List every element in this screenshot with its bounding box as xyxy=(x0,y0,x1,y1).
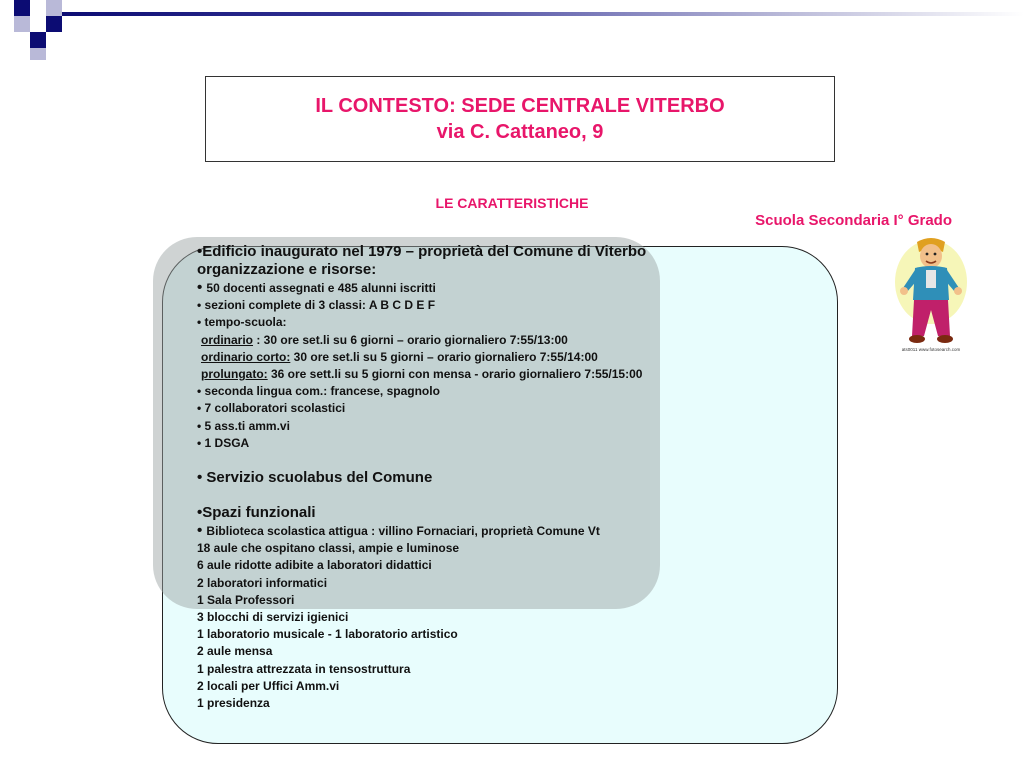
space-item: 2 locali per Uffici Amm.vi xyxy=(197,678,340,693)
slide-subtitle-address: via C. Cattaneo, 9 xyxy=(436,121,604,143)
space-item: 2 laboratori informatici xyxy=(197,575,328,590)
space-item: 1 Sala Professori xyxy=(197,592,295,607)
decorative-square xyxy=(14,16,30,32)
space-item: 2 aule mensa xyxy=(197,644,273,659)
list-item: • seconda lingua com.: francese, spagnolo xyxy=(197,384,440,399)
schedule-item: ordinario corto: 30 ore set.li su 5 giorni – orario giornaliero 7:55/14:00 xyxy=(201,349,598,364)
list-item: • 5 ass.ti amm.vi xyxy=(197,418,290,433)
space-item: 1 presidenza xyxy=(197,696,270,711)
intro-line: •Edificio inaugurato nel 1979 – proprietà del Comune di Viterbo xyxy=(197,243,647,260)
service-item: • Servizio scuolabus del Comune xyxy=(197,469,433,487)
list-item: • 7 collaboratori scolastici xyxy=(197,401,346,416)
space-item: 18 aule che ospitano classi, ampie e luminose xyxy=(197,541,460,556)
list-item: • 50 docenti assegnati e 485 alunni iscritti xyxy=(197,279,436,296)
schedule-item: prolungato: 36 ore sett.li su 5 giorni con mensa - orario giornaliero 7:55/15:00 xyxy=(201,367,643,382)
header-gradient-bar xyxy=(62,12,1024,16)
space-item: 6 aule ridotte adibite a laboratori didattici xyxy=(197,558,432,573)
list-item: • sezioni complete di 3 classi: A B C D E F xyxy=(197,298,436,313)
decorative-square xyxy=(30,16,46,32)
intro-line: organizzazione e risorse: xyxy=(197,261,377,278)
schedule-label: prolungato: xyxy=(201,367,268,382)
section-heading: LE CARATTERISTICHE xyxy=(435,195,589,211)
decorative-square xyxy=(46,0,62,16)
space-item: 1 laboratorio musicale - 1 laboratorio artistico xyxy=(197,627,458,642)
slide-title-box xyxy=(205,76,835,162)
space-item: 3 blocchi di servizi igienici xyxy=(197,610,349,625)
schedule-item: ordinario : 30 ore set.li su 6 giorni – orario giornaliero 7:55/13:00 xyxy=(201,332,568,347)
student-mascot-illustration xyxy=(893,236,969,354)
space-item: 1 palestra attrezzata in tensostruttura xyxy=(197,661,411,676)
decorative-square xyxy=(30,0,46,16)
list-item: • tempo-scuola: xyxy=(197,315,287,330)
schedule-label: ordinario corto: xyxy=(201,349,291,364)
school-type-label: Scuola Secondaria I° Grado xyxy=(755,212,952,229)
decorative-square xyxy=(30,32,46,48)
list-item: • 1 DSGA xyxy=(197,435,250,450)
decorative-square xyxy=(14,0,30,16)
mascot-caption: ats0011 www.fotosearch.com xyxy=(901,347,961,352)
characteristics-list xyxy=(197,243,817,712)
decorative-square xyxy=(46,16,62,32)
slide-title: IL CONTESTO: SEDE CENTRALE VITERBO xyxy=(315,95,725,117)
list-item: • Biblioteca scolastica attigua : villino Fornaciari, proprietà Comune Vt xyxy=(197,522,600,540)
decorative-square xyxy=(30,48,46,60)
spaces-heading: •Spazi funzionali xyxy=(197,504,316,522)
schedule-label: ordinario xyxy=(201,332,254,347)
